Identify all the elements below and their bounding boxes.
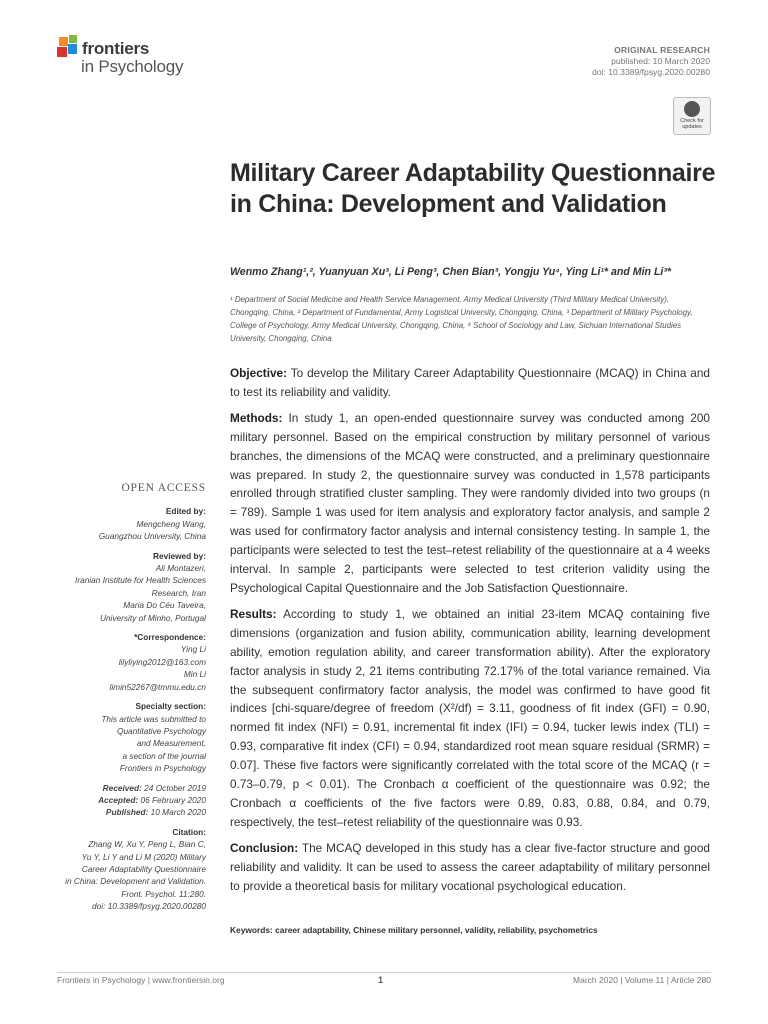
accepted-date: [57, 794, 206, 806]
abstract-methods: [230, 409, 710, 598]
received-label: Received:: [102, 782, 142, 793]
correspondent-email-link[interactable]: lilyliying2012@163.com: [118, 656, 206, 667]
specialty-line: Quantitative Psychology: [116, 725, 206, 736]
specialty-section-label: Specialty section:: [135, 701, 206, 712]
accepted-label: Accepted:: [98, 794, 139, 805]
specialty-line: This article was submitted to: [101, 713, 206, 724]
citation-label: Citation:: [172, 826, 206, 837]
correspondent-email-link[interactable]: limin52267@tmmu.edu.cn: [109, 681, 206, 692]
received-value: 24 October 2019: [141, 782, 206, 793]
correspondence-label: *Correspondence:: [134, 632, 206, 643]
article-header-info: [592, 45, 710, 78]
published-date: published: 10 March 2020: [611, 56, 710, 66]
received-date: [57, 782, 206, 794]
abstract: [230, 364, 710, 902]
edited-by-label: Edited by:: [165, 506, 206, 517]
specialty-line: Frontiers in Psychology: [119, 763, 206, 774]
citation-line: in China: Development and Validation.: [65, 876, 206, 887]
results-text: According to study 1, we obtained an initial 23-item MCAQ containing five dimensions (organization and fusion ability, communication ability, learning development ability, emotion regulation ability, and career transformation ability). After the exploratory factor analysis in study 2, 21 items contributing 72.17% of the total variance remained. Via the subsequent confirmatory factor analysis, the model was confirmed to have good fit indices [chi-square/degree of freedom (X²/df) = 3.11, goodness of fit index (GFI) = 0.90, normed fit index (NFI) = 0.91, incremental fit index (IFI) = 0.94, tucker lewis index (TLI) = 0.93, comparative fit index (CFI) = 0.94, standardized root mean square residual (SRMR) = 0.07]. These five factors were significantly correlated with the total score of the MCAQ (r = 0.73–0.79, p < 0.01). The Cronbach α coefficient of the questionnaire was 0.92; the Cronbach α coefficients of the five factors were 0.89, 0.83, 0.88, 0.84, and 0.79, respectively, the test–retest reliability of the questionnaire was 0.93.: [230, 606, 710, 829]
conclusion-text: The MCAQ developed in this study has a clear five-factor structure and good reliability and validity. It can be used to assess the career adaptability of military personnel to provide a theoretical basis for military vocational psychological education.: [230, 840, 710, 893]
reviewer-line: Ali Montazeri,: [155, 563, 206, 574]
affiliations: ¹ Department of Social Medicine and Health Service Management, Army Medical University (Third Military Medical University), Chongqing, China, ² Department of Fundamental, Army Logistical University, Chongqing, China, ³ Department of Military Psychology, College of Psychology, Army Medical University, Chongqing, China, ⁴ School of Sociology and Law, Sichuan International Studies University, Chongqing, China: [230, 295, 693, 343]
article-sidebar: [57, 482, 206, 913]
page-number: 1: [378, 975, 384, 985]
badge-label: Check for updates: [680, 118, 704, 130]
open-access-label: OPEN ACCESS: [121, 482, 206, 494]
published-value: 10 March 2020: [148, 807, 206, 818]
published-label: Published:: [105, 807, 149, 818]
citation-line: Career Adaptability Questionnaire: [81, 863, 206, 874]
objective-label: Objective:: [230, 366, 288, 380]
editor-line: Mengcheng Wang,: [136, 518, 206, 529]
check-updates-icon: [684, 101, 700, 117]
correspondent-name: Ying Li: [180, 644, 206, 655]
methods-text: In study 1, an open-ended questionnaire survey was conducted among 200 military personnel. Based on the empirical construction by military personnel of various branches, the dimensions of the MCAQ were constructed, and a preliminary questionnaire was prepared. In study 2, the questionnaire survey was conducted in 1,578 participants enrolled through stratified cluster sampling. They were randomly divided into two groups (n = 789). Sample 1 was used for item analysis and exploratory factor analysis, and sample 2 was used for confirmatory factor analysis and internal consistency testing. In sample 1, the participants were selected to test the test–retest reliability of the questionnaire at a 4 weeks interval. In sample 2, participants were selected to test criterion validity using the Psychological Capital Questionnaire and the Job Satisfaction Questionnaire.: [230, 410, 710, 595]
journal-logo[interactable]: [57, 33, 207, 81]
citation-doi-link[interactable]: doi: 10.3389/fpsyg.2020.00280: [92, 901, 206, 912]
logo-journal-text: in Psychology: [81, 57, 184, 76]
accepted-value: 06 February 2020: [138, 794, 206, 805]
keywords: Keywords: career adaptability, Chinese military personnel, validity, reliability, psychometrics: [230, 925, 598, 935]
reviewer-line: Maria Do Céu Taveira,: [123, 600, 206, 611]
logo-brand-text: frontiers: [82, 39, 150, 58]
abstract-objective: [230, 364, 710, 402]
check-for-updates-button[interactable]: [673, 97, 711, 135]
abstract-results: [230, 605, 710, 832]
specialty-line: and Measurement,: [136, 738, 206, 749]
reviewed-by-label: Reviewed by:: [152, 550, 206, 561]
editor-line: Guangzhou University, China: [98, 531, 206, 542]
abstract-conclusion: [230, 839, 710, 896]
correspondent-name: Min Li: [183, 669, 206, 680]
results-label: Results:: [230, 606, 277, 621]
reviewer-line: University of Minho, Portugal: [99, 612, 206, 623]
reviewer-line: Research, Iran: [151, 587, 206, 598]
frontiers-logo-icon: [57, 35, 81, 61]
methods-label: Methods:: [230, 410, 283, 425]
footer-issue-info: March 2020 | Volume 11 | Article 280: [573, 975, 711, 985]
conclusion-label: Conclusion:: [230, 840, 299, 855]
article-doi[interactable]: doi: 10.3389/fpsyg.2020.00280: [591, 67, 710, 77]
objective-text: To develop the Military Career Adaptability Questionnaire (MCAQ) in China and to test its reliability and validity.: [230, 366, 710, 399]
author-list: Wenmo Zhang¹,², Yuanyuan Xu³, Li Peng³, Chen Bian³, Yongju Yu⁴, Ying Li¹* and Min Li³*: [230, 266, 672, 278]
article-title: Military Career Adaptability Questionnaire in China: Development and Validation: [230, 159, 716, 218]
reviewer-line: Iranian Institute for Health Sciences: [75, 575, 206, 586]
citation-line: Yu Y, Li Y and Li M (2020) Military: [81, 851, 206, 862]
citation-line: Front. Psychol. 11:280.: [121, 888, 206, 899]
footer-journal-link[interactable]: Frontiers in Psychology | www.frontiersin.org: [57, 975, 225, 985]
published-date-sidebar: [57, 806, 206, 818]
article-type: ORIGINAL RESEARCH: [614, 45, 710, 55]
citation-line: Zhang W, Xu Y, Peng L, Bian C,: [88, 839, 206, 850]
specialty-line: a section of the journal: [122, 750, 206, 761]
footer-divider: [57, 972, 711, 973]
